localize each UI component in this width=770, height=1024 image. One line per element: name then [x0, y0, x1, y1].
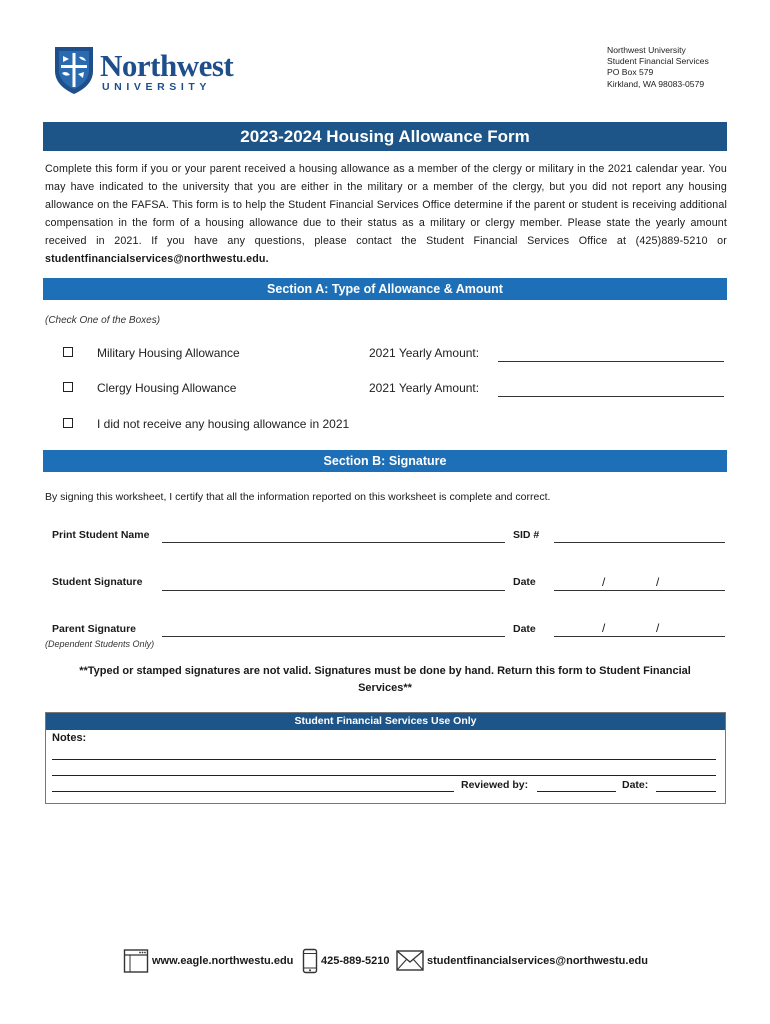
- date-separator: /: [656, 621, 660, 635]
- office-date-input[interactable]: [656, 791, 716, 792]
- section-a-header: Section A: Type of Allowance & Amount: [43, 278, 727, 300]
- notes-line[interactable]: [52, 791, 454, 792]
- print-name-label: Print Student Name: [52, 529, 150, 541]
- notes-label: Notes:: [52, 732, 87, 744]
- date-separator: /: [656, 575, 660, 589]
- signature-warning: **Typed or stamped signatures are not valid. Signatures must be done by hand. Return this form to Student Financial Services**: [79, 665, 691, 694]
- office-address: [607, 45, 709, 90]
- footer-website[interactable]: www.eagle.northwestu.edu: [152, 955, 294, 967]
- military-option-label: Military Housing Allowance: [97, 346, 240, 360]
- envelope-icon: [396, 950, 424, 971]
- footer-phone[interactable]: 425-889-5210: [321, 955, 390, 967]
- intro-text: Complete this form if you or your parent received a housing allowance as a member of the clergy or military in the 2021 calendar year. You may have indicated to the university that you are either in the military or a member of the clergy, but you did not report any housing allowance on the FAFSA. This form is to help the Student Financial Services Office determine if the parent or student is receiving additional compensation in the form of a housing allowance due to their status as a military or clergy member. Please state the yearly amount received in 2021. If you have any questions, please contact the Student Financial Services Office at (425)889-5210 or: [45, 163, 727, 247]
- sid-label: SID #: [513, 529, 540, 541]
- notes-line[interactable]: [52, 775, 716, 776]
- address-line: Kirkland, WA 98083-0579: [607, 78, 705, 89]
- clergy-amount-label: 2021 Yearly Amount:: [369, 381, 480, 395]
- parent-signature-label: Parent Signature: [52, 623, 137, 635]
- student-date-input[interactable]: [554, 590, 725, 591]
- mobile-phone-icon: [302, 948, 318, 974]
- clergy-amount-input[interactable]: [498, 396, 724, 397]
- reviewed-by-label: Reviewed by:: [461, 779, 529, 791]
- print-name-input[interactable]: [162, 542, 505, 543]
- student-date-label: Date: [513, 576, 536, 588]
- intro-paragraph: [45, 160, 727, 268]
- dependent-note: (Dependent Students Only): [45, 639, 155, 649]
- clergy-option-label: Clergy Housing Allowance: [97, 381, 237, 395]
- student-signature-label: Student Signature: [52, 576, 143, 588]
- office-date-label: Date:: [622, 779, 649, 791]
- date-separator: /: [602, 575, 606, 589]
- certification-statement: By signing this worksheet, I certify that all the information reported on this worksheet is complete and correct.: [45, 491, 551, 503]
- notes-line[interactable]: [52, 759, 716, 760]
- address-line: Northwest University: [607, 45, 686, 55]
- military-checkbox[interactable]: [63, 347, 73, 357]
- footer-email[interactable]: studentfinancialservices@northwestu.edu: [427, 955, 648, 967]
- intro-email: studentfinancialservices@northwestu.edu: [45, 253, 266, 265]
- logo-subtitle: UNIVERSITY: [102, 81, 212, 93]
- address-line: PO Box 579: [607, 67, 654, 78]
- section-b-header: Section B: Signature: [43, 450, 727, 472]
- university-shield-logo: [53, 45, 95, 95]
- military-amount-label: 2021 Yearly Amount:: [369, 346, 480, 360]
- intro-period: .: [265, 253, 269, 265]
- browser-window-icon: [123, 948, 149, 974]
- date-separator: /: [602, 621, 606, 635]
- no-allowance-label: I did not receive any housing allowance in 2021: [97, 417, 350, 431]
- office-use-header: Student Financial Services Use Only: [46, 713, 725, 730]
- reviewed-by-input[interactable]: [537, 791, 616, 792]
- form-title: 2023-2024 Housing Allowance Form: [43, 122, 727, 151]
- logo-wordmark: Northwest: [100, 48, 234, 83]
- student-signature-input[interactable]: [162, 590, 505, 591]
- clergy-checkbox[interactable]: [63, 382, 73, 392]
- military-amount-input[interactable]: [498, 361, 724, 362]
- parent-signature-input[interactable]: [162, 636, 505, 637]
- sid-input[interactable]: [554, 542, 725, 543]
- parent-date-input[interactable]: [554, 636, 725, 637]
- no-allowance-checkbox[interactable]: [63, 418, 73, 428]
- address-line: Student Financial Services: [607, 56, 709, 67]
- check-instruction: (Check One of the Boxes): [45, 315, 161, 326]
- parent-date-label: Date: [513, 623, 536, 635]
